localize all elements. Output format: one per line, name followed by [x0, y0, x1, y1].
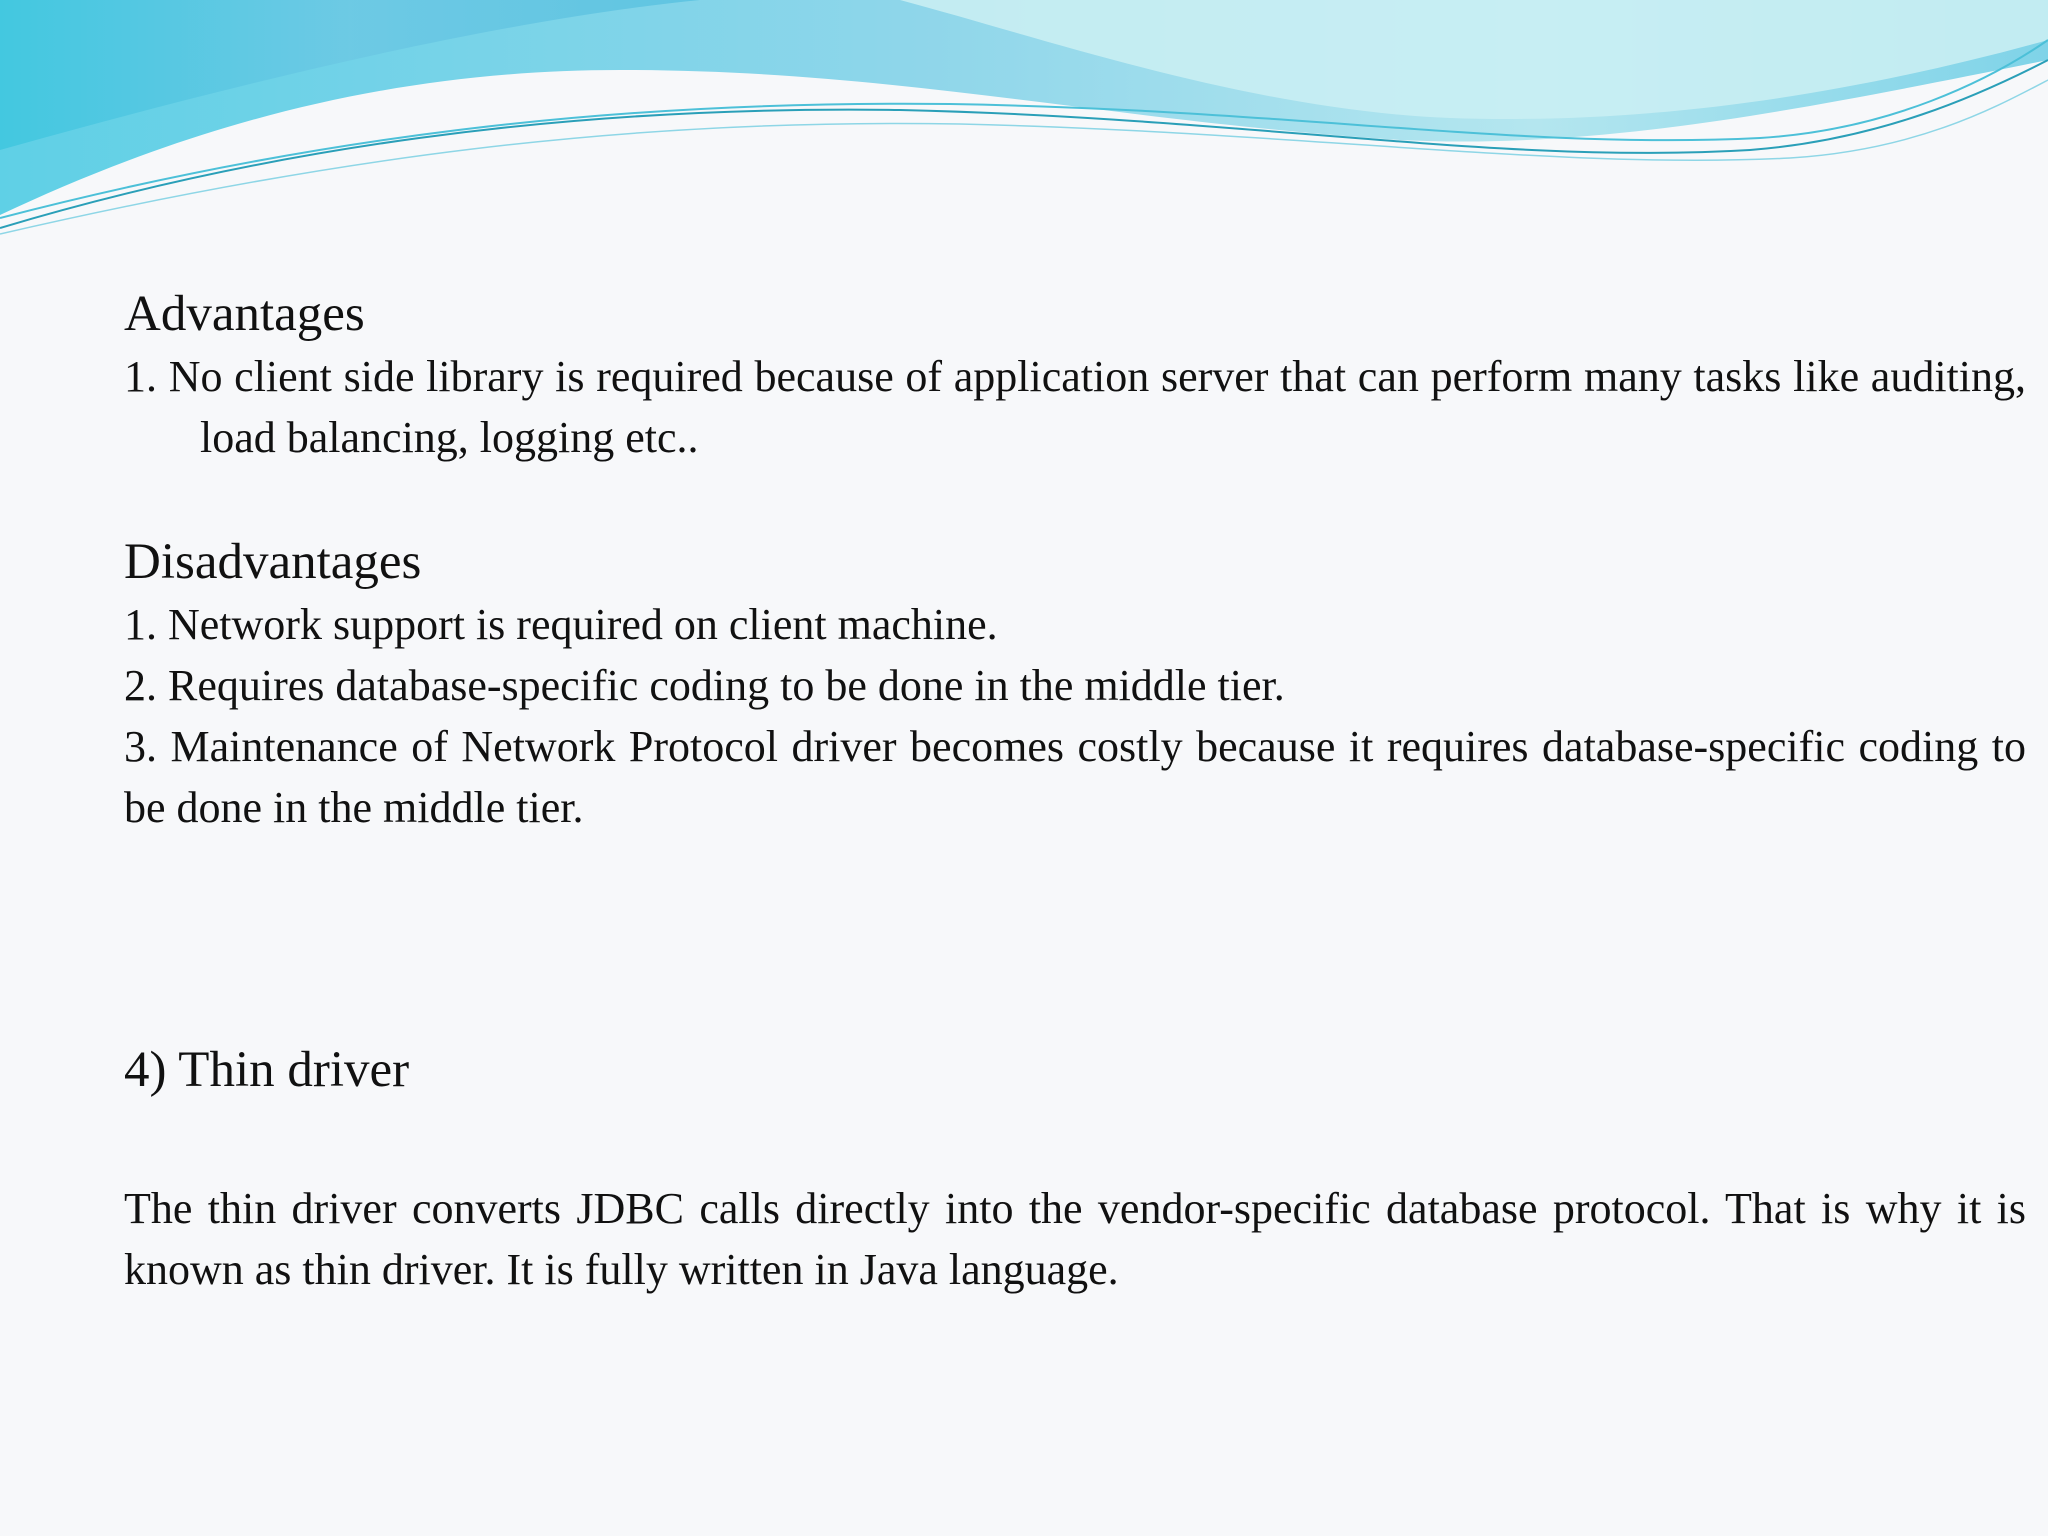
disadvantages-item-2: 2. Requires database-specific coding to be done in the middle tier.	[124, 661, 1285, 710]
section-gap	[124, 468, 2026, 530]
section-gap	[124, 1102, 2026, 1178]
advantages-item-1: 1. No client side library is required because of application server that can perform many tasks like auditing, load balancing, logging etc..	[124, 352, 2026, 462]
disadvantages-item-3: 3. Maintenance of Network Protocol driver becomes costly because it requires database-specific coding to be done in the middle tier.	[124, 722, 2026, 832]
slide-content	[124, 282, 2026, 1300]
thin-driver-heading: 4) Thin driver	[124, 1042, 410, 1098]
thin-driver-description: The thin driver converts JDBC calls directly into the vendor-specific database protocol. That is why it is known as thin driver. It is fully written in Java language.	[124, 1184, 2026, 1294]
header-wave-decoration	[0, 0, 2048, 240]
advantages-heading: Advantages	[124, 286, 365, 342]
disadvantages-item-1: 1. Network support is required on client machine.	[124, 600, 998, 649]
section-gap	[124, 838, 2026, 1038]
advantages-list	[124, 346, 2026, 468]
disadvantages-heading: Disadvantages	[124, 534, 422, 590]
disadvantages-list	[124, 594, 2026, 838]
